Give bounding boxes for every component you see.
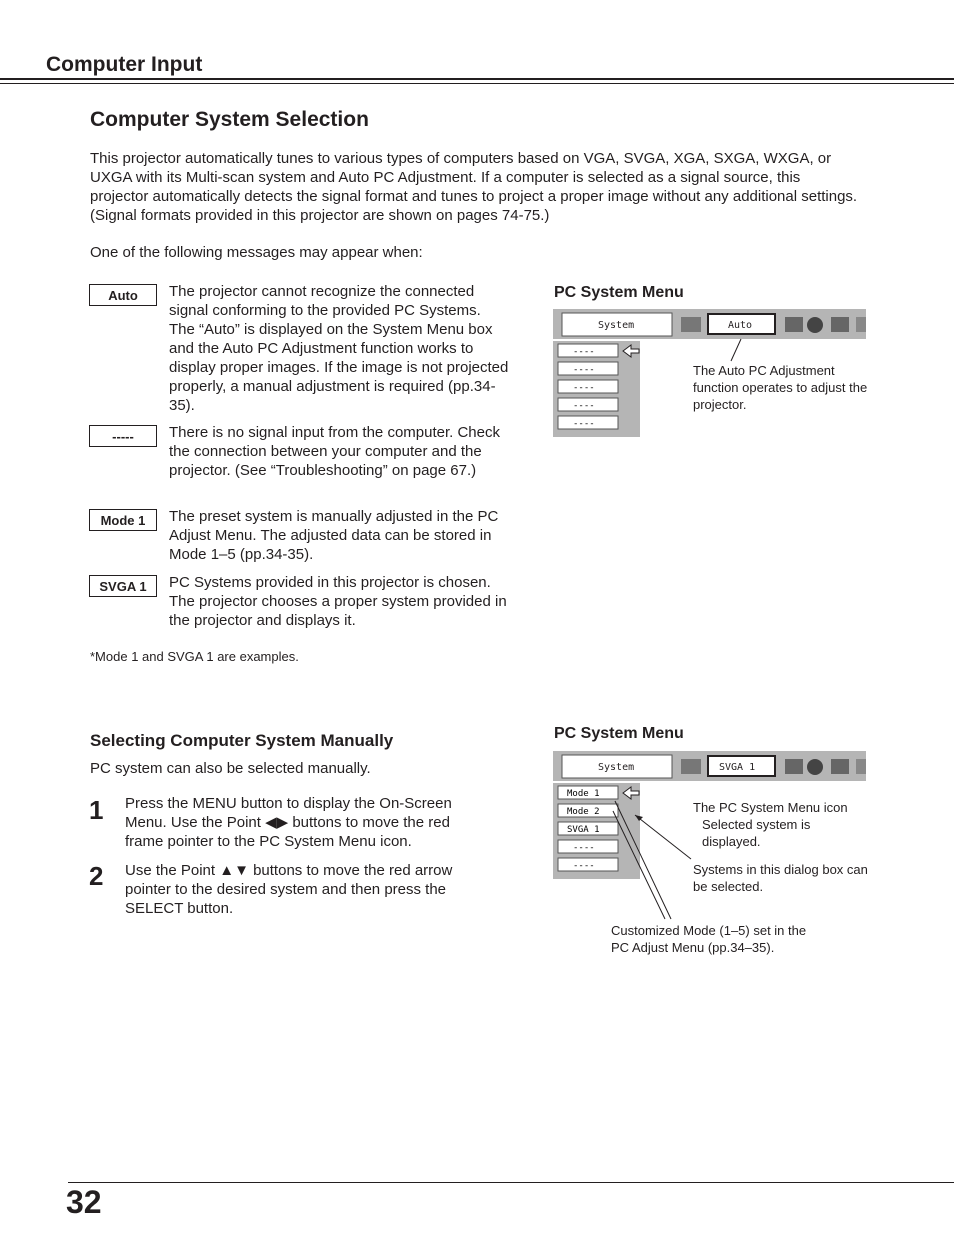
- message-tag-auto: Auto: [89, 284, 157, 306]
- header-rule-thin: [0, 83, 954, 84]
- page-title: Computer System Selection: [90, 108, 369, 131]
- menu2-item-label: Mode 2: [567, 807, 600, 817]
- message-tag-mode: Mode 1: [89, 509, 157, 531]
- menu1-item-label: ----: [573, 419, 595, 429]
- menu2-item-label: ----: [573, 861, 595, 871]
- message-tag-svga: SVGA 1: [89, 575, 157, 597]
- menu2-caption-custom: Customized Mode (1–5) set in the PC Adjust Menu (pp.34–35).: [611, 923, 807, 955]
- message-text-auto: The projector cannot recognize the connected signal conforming to the provided PC Systems. The “Auto” is displayed on the System Menu box and the Auto PC Adjustment function works to display proper images. If the image is not projected properly, a manual adjustment is required (pp.34-35).: [169, 283, 509, 414]
- menu2-selected-value: SVGA 1: [719, 762, 756, 773]
- page-number: 32: [66, 1184, 102, 1220]
- step-text: Use the Point ▲▼ buttons to move the red arrow pointer to the desired system and then press the SELECT button.: [125, 862, 453, 917]
- color-icon: [807, 317, 823, 333]
- step-text: Press the MENU button to display the On-Screen Menu. Use the Point ◀▶ buttons to move the red frame pointer to the PC System Menu icon.: [125, 795, 452, 850]
- menu2-caption-systems: Systems in this dialog box can be selected.: [693, 862, 868, 894]
- menu2-item-label: ----: [573, 843, 595, 853]
- setting-icon: [856, 759, 866, 774]
- message-tag-no-signal: -----: [89, 425, 157, 447]
- step-number: 1: [89, 795, 104, 825]
- section-title: Computer Input: [46, 53, 203, 76]
- message-text-mode: The preset system is manually adjusted in the PC Adjust Menu. The adjusted data can be stored in Mode 1–5 (pp.34-35).: [169, 508, 499, 563]
- menu1-title: PC System Menu: [554, 284, 684, 301]
- footnote: *Mode 1 and SVGA 1 are examples.: [90, 649, 299, 664]
- message-text-svga: PC Systems provided in this projector is chosen. The projector chooses a proper system provided in the projector and displays it.: [169, 574, 507, 629]
- menu1-caption: The Auto PC Adjustment function operates to adjust the projector.: [693, 363, 868, 412]
- menu1-system-label: System: [598, 320, 635, 331]
- menu2-caption-icon: The PC System Menu icon: [693, 800, 848, 815]
- menu2-item-label: SVGA 1: [567, 825, 600, 835]
- manual-lead: PC system can also be selected manually.: [90, 760, 371, 777]
- setting-icon: [856, 317, 866, 332]
- menu1-item-label: ----: [573, 401, 595, 411]
- tools-icon: [831, 317, 849, 332]
- menu2-caption-selected: Selected system is displayed.: [702, 817, 811, 849]
- menu1-selected-value: Auto: [728, 320, 753, 331]
- menu2-item-label: Mode 1: [567, 789, 600, 799]
- step-number: 2: [89, 861, 104, 891]
- footer-rule: [68, 1182, 954, 1183]
- messages-lead: One of the following messages may appear when:: [90, 244, 423, 261]
- menu2-title: PC System Menu: [554, 725, 684, 742]
- header-rule: [0, 78, 954, 80]
- message-text-no-signal: There is no signal input from the computer. Check the connection between your computer and the projector. (See “Troubleshooting” on page 67.): [169, 424, 500, 479]
- manual-title: Selecting Computer System Manually: [90, 731, 394, 750]
- menu1-item-label: ----: [573, 383, 595, 393]
- color-icon: [807, 759, 823, 775]
- pc-system-icon: [681, 317, 701, 332]
- menu1-item-label: ----: [573, 365, 595, 375]
- image-adjust-icon: [785, 759, 803, 774]
- intro-paragraph: This projector automatically tunes to various types of computers based on VGA, SVGA, XGA, SXGA, WXGA, or UXGA with its Multi-scan system and Auto PC Adjustment. If a computer is selected as a signal source, this projector automatically detects the signal format and tunes to project a proper image without any additional settings. (Signal formats provided in this projector are shown on pages 74-75.): [90, 150, 858, 224]
- tools-icon: [831, 759, 849, 774]
- image-adjust-icon: [785, 317, 803, 332]
- menu1-item-label: ----: [573, 347, 595, 357]
- pc-system-icon: [681, 759, 701, 774]
- menu2-system-label: System: [598, 762, 635, 773]
